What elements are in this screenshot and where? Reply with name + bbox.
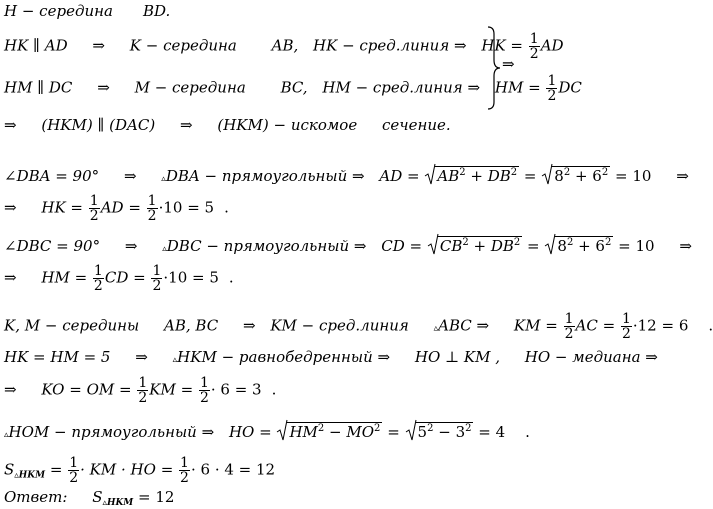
implies-arrow: ⇒: [124, 237, 138, 255]
text: ABC ⇒: [438, 316, 490, 335]
text: HK = HM = 5: [4, 348, 111, 366]
text: HM =: [41, 268, 88, 287]
text: HM − сред.линия ⇒: [322, 78, 481, 97]
line-4: [4, 116, 451, 134]
implies-arrow: ⇒: [97, 78, 110, 97]
text: AC =: [575, 316, 616, 335]
text: сечение.: [382, 116, 451, 134]
square-root: $CB^2 + DB^2$: [427, 236, 522, 255]
text: BD.: [142, 2, 171, 20]
text: AD =: [379, 167, 420, 185]
fraction: $\frac{1}{2}$: [147, 193, 157, 224]
text: (HKM) − искомое: [217, 116, 358, 134]
subscript: ▵HKM: [14, 470, 46, 481]
line-14: Ответ: $S_{▵HKM} = 12$: [4, 488, 175, 508]
implies-arrow: ⇒: [4, 116, 17, 134]
brace-icon: [486, 26, 502, 110]
line-6: ⇒ HK = $\frac{1}{2}$ AD = $\frac{1}{2}$ ·10 = 5 .: [4, 193, 229, 224]
line-10: [4, 348, 658, 366]
implies-arrow: ⇒: [4, 380, 17, 399]
fraction: $\frac{1}{2}$: [93, 263, 103, 294]
line-1: [4, 2, 170, 20]
text: ∠DBC = 90°: [4, 237, 101, 255]
fraction: $\frac{1}{2}$: [69, 455, 79, 486]
triangle-icon: ▵: [162, 244, 167, 254]
text: H − середина: [4, 2, 113, 20]
fraction: $\frac{1}{2}$: [138, 375, 148, 406]
triangle-icon: ▵: [433, 323, 439, 334]
fraction: $\frac{1}{2}$: [180, 455, 189, 486]
triangle-icon: ▵: [172, 355, 178, 365]
line-5: ∠DBA = 90° ⇒ ▵DBA − прямоугольный ⇒ AD = $AB^2 + DB^2$ = $8^2 + 6^2 = 10$ ⇒: [4, 166, 689, 185]
implies-arrow: ⇒: [676, 167, 689, 185]
text: KM − сред.линия: [270, 316, 409, 335]
square-root: $8^2 + 6^2$: [541, 166, 610, 185]
text: AB, BC: [164, 316, 219, 335]
implies-arrow: ⇒: [123, 167, 137, 185]
square-root: $AB^2 + DB^2$: [424, 166, 519, 185]
text: BC,: [280, 78, 308, 97]
square-root: $HM^2 - MO^2$: [276, 422, 382, 441]
area-symbol: S: [4, 460, 15, 479]
line-2: [4, 32, 564, 61]
implies-arrow: ⇒: [135, 348, 148, 366]
square-root: $8^2 + 6^2$: [544, 236, 613, 255]
text: KM =: [513, 316, 558, 335]
line-12: ▵HOM − прямоугольный ⇒ HO = $HM^2 - MO^2$ = $5^2 - 3^2 = 4$ .: [4, 422, 530, 441]
implies-arrow: ⇒: [242, 316, 256, 335]
text: AB,: [271, 36, 299, 55]
text: (HKM) ∥ (DAC): [41, 116, 156, 134]
fraction: $\frac{1}{2}$: [547, 73, 557, 104]
fraction: $\frac{1}{2}$: [621, 311, 631, 342]
text: DBA − прямоугольный ⇒: [165, 167, 365, 185]
fraction: $\frac{1}{2}$: [529, 31, 539, 62]
line-9: K, M − середины AB, BC ⇒ KM − сред.линия ▵ABC ⇒ KM = $\frac{1}{2}$ AC = $\frac{1}{2}$ ·12 = 6 .: [4, 311, 713, 342]
text: HO =: [228, 423, 272, 441]
line-8: ⇒ HM = $\frac{1}{2}$ CD = $\frac{1}{2}$ ·10 = 5 .: [4, 263, 234, 294]
subscript: ▵HKM: [102, 498, 134, 508]
text: · KM · HO =: [80, 460, 174, 479]
right-brace: [486, 26, 502, 114]
line-11: ⇒ KO = OM = $\frac{1}{2}$ KM = $\frac{1}{2}$ · 6 = 3 .: [4, 375, 277, 406]
triangle-icon: ▵: [161, 174, 166, 184]
fraction: $\frac{1}{2}$: [564, 311, 574, 342]
text: CD =: [381, 237, 423, 255]
implies-arrow: ⇒: [4, 268, 17, 287]
area-symbol: S: [92, 488, 103, 506]
text: HOM − прямоугольный ⇒: [8, 423, 215, 441]
text: HK =: [41, 198, 83, 217]
text: CD =: [104, 268, 146, 287]
text: HO ⊥ KM ,: [414, 348, 500, 366]
implies-arrow: ⇒: [679, 237, 692, 255]
text: KM =: [149, 380, 194, 399]
line-7: ∠DBC = 90° ⇒ ▵DBC − прямоугольный ⇒ CD = $CB^2 + DB^2$ = $8^2 + 6^2 = 10$ ⇒: [4, 236, 692, 255]
text: HM =: [494, 78, 541, 97]
text: HK − сред.линия ⇒: [313, 36, 467, 55]
brace-implies-arrow: ⇒: [502, 55, 515, 73]
fraction: $\frac{1}{2}$: [152, 263, 162, 294]
text: K − середина: [129, 36, 237, 55]
text: HK ∥ AD: [4, 36, 68, 55]
text: HK =: [481, 36, 523, 55]
square-root: $5^2 - 3^2$: [405, 422, 474, 441]
text: HKM − равнобедренный ⇒: [177, 348, 391, 366]
line-13: $S_{▵HKM}$ = $\frac{1}{2}$ · KM · HO = $\frac{1}{2}$ · 6 · 4 = 12: [4, 455, 276, 486]
text: AD: [540, 36, 564, 55]
text: DC: [558, 78, 582, 97]
text: KO = OM =: [41, 380, 132, 399]
text: ∠DBA = 90°: [4, 167, 100, 185]
text: DBC − прямоугольный ⇒: [166, 237, 367, 255]
text: AD =: [100, 198, 141, 217]
implies-arrow: ⇒: [92, 36, 105, 55]
implies-arrow: ⇒: [180, 116, 193, 134]
implies-arrow: ⇒: [4, 198, 17, 217]
fraction: $\frac{1}{2}$: [199, 375, 209, 406]
text: M − середина: [134, 78, 246, 97]
text: HO − медиана ⇒: [524, 348, 658, 366]
answer-label: Ответ:: [4, 488, 68, 506]
fraction: $\frac{1}{2}$: [89, 193, 99, 224]
text: K, M − середины: [4, 316, 140, 335]
text: HM ∥ DC: [4, 78, 73, 97]
triangle-icon: ▵: [4, 430, 9, 440]
